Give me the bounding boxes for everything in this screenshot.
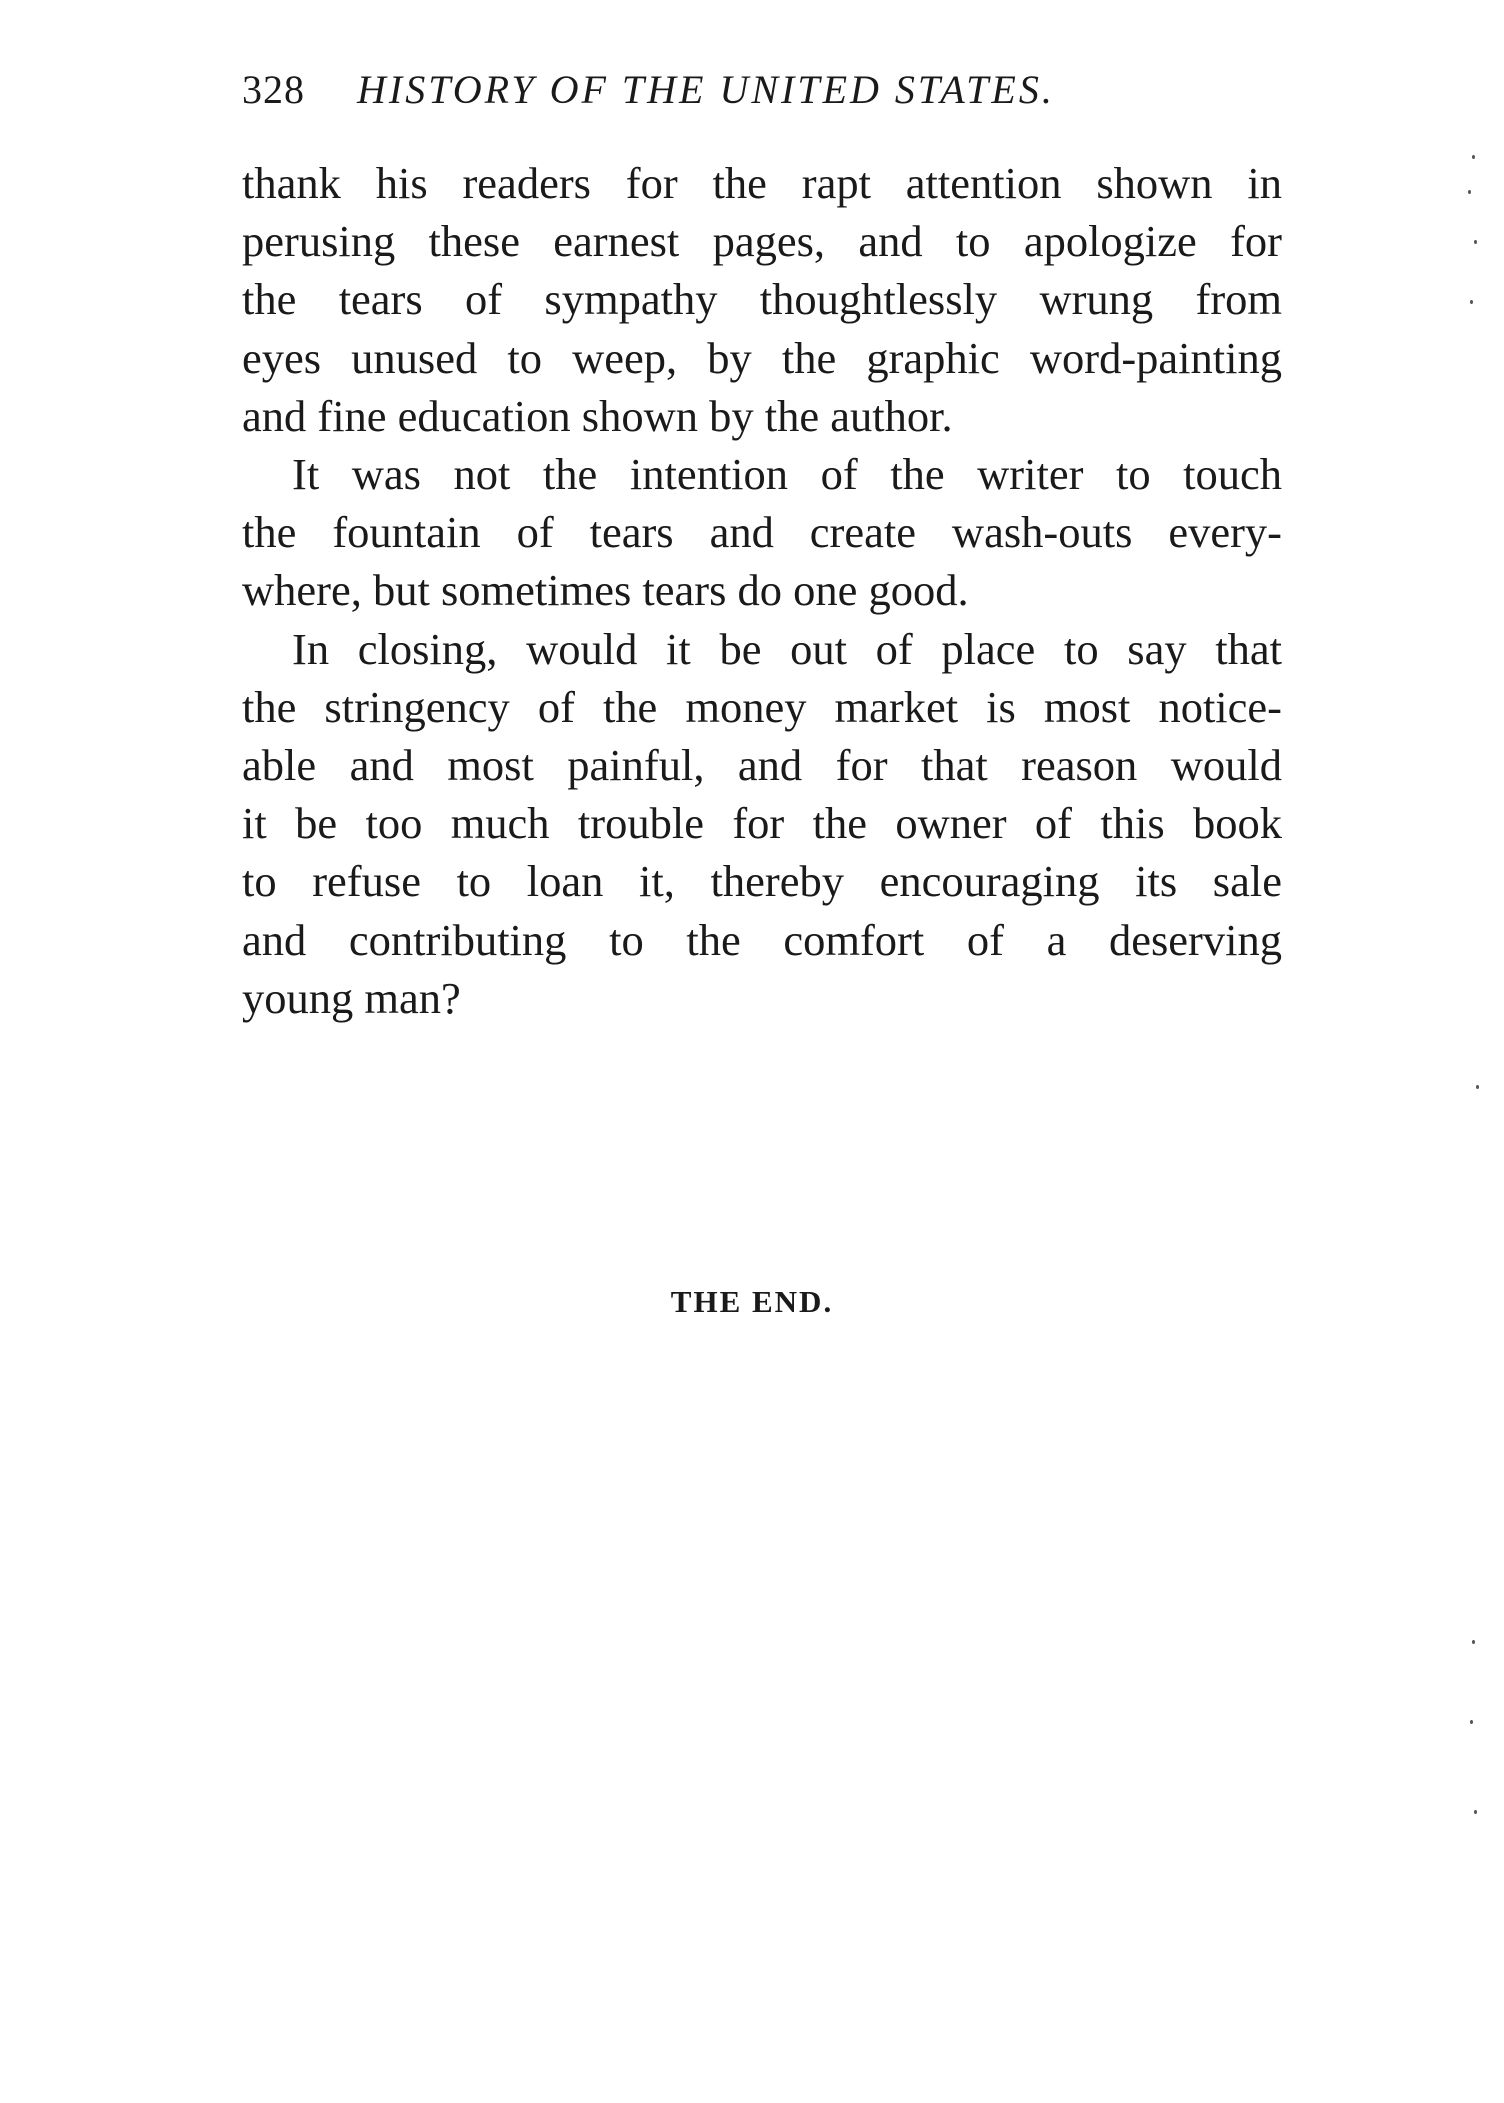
text-line: it be too much trouble for the owner of this book bbox=[242, 798, 1282, 849]
speck bbox=[1470, 300, 1473, 304]
text-line: young man? bbox=[242, 972, 461, 1023]
text-line: the stringency of the money market is most notice- bbox=[242, 681, 1282, 732]
text-line: and fine education shown by the author. bbox=[242, 390, 953, 441]
speck bbox=[1476, 1085, 1479, 1089]
running-title: HISTORY OF THE UNITED STATES. bbox=[357, 67, 1055, 112]
text-line: perusing these earnest pages, and to apologize for bbox=[242, 216, 1282, 267]
running-head bbox=[242, 64, 1282, 116]
text-line: the tears of sympathy thoughtlessly wrung from bbox=[242, 274, 1282, 325]
body-text bbox=[242, 154, 1282, 1027]
text-line: to refuse to loan it, thereby encouraging its sale bbox=[242, 856, 1282, 907]
text-line: thank his readers for the rapt attention shown in bbox=[242, 158, 1282, 208]
the-end-label: THE END. bbox=[670, 1284, 834, 1319]
speck bbox=[1468, 190, 1471, 194]
text-line: where, but sometimes tears do one good. bbox=[242, 565, 969, 616]
speck bbox=[1474, 1810, 1477, 1814]
text-line: and contributing to the comfort of a deserving bbox=[242, 914, 1282, 965]
text-line: able and most painful, and for that reason would bbox=[242, 740, 1282, 791]
page-number: 328 bbox=[242, 67, 305, 112]
margin-specks bbox=[1464, 0, 1504, 2103]
text-line: It was not the intention of the writer to touch bbox=[292, 449, 1282, 500]
speck bbox=[1474, 240, 1477, 244]
text-line: the fountain of tears and create wash-outs every- bbox=[242, 507, 1282, 558]
speck bbox=[1472, 1640, 1475, 1644]
text-line: eyes unused to weep, by the graphic word-painting bbox=[242, 332, 1282, 383]
speck bbox=[1470, 1720, 1473, 1724]
speck bbox=[1472, 155, 1475, 159]
text-line: In closing, would it be out of place to say that bbox=[292, 623, 1282, 674]
